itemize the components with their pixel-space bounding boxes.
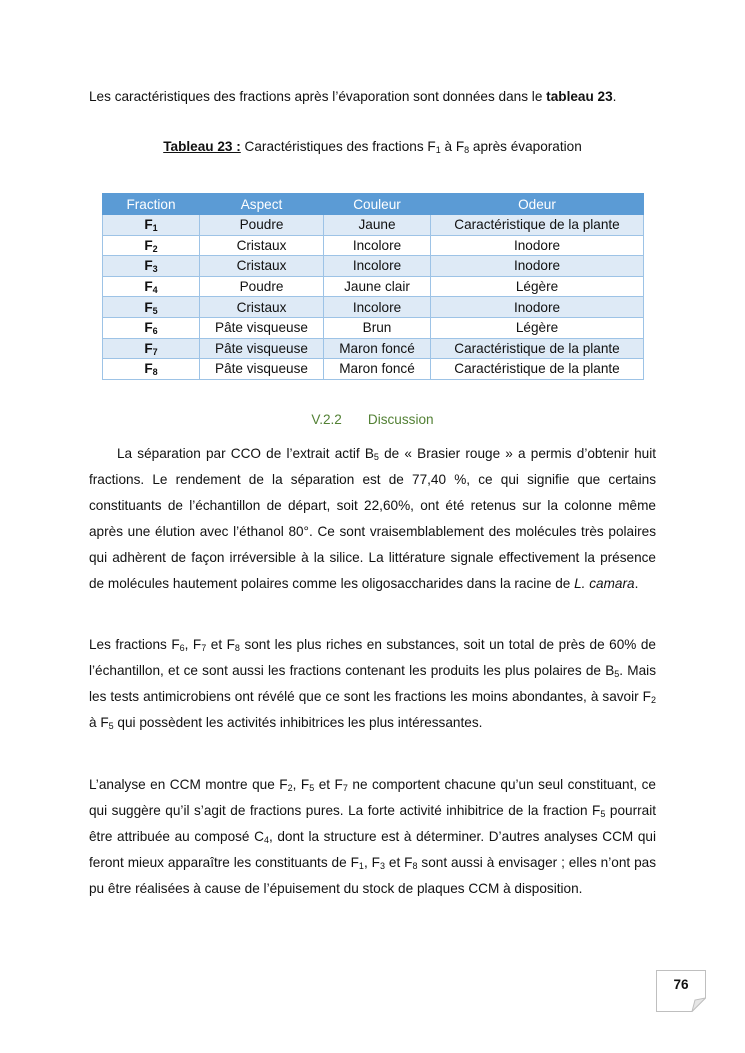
fraction-cell: $F_6$ — [103, 317, 200, 338]
table-row — [103, 215, 644, 236]
fraction-cell: $F_8$ — [103, 359, 200, 380]
table-row — [103, 359, 644, 380]
paragraph-fractions: Les fractions $F_6$, $F_7$ et $F_8$ sont les plus riches en substances, soit un total de près de 60% de l’échantillon, et ce sont aussi les fractions contenant les produits les plus polaires de $B_5$. Mais les tests antimicrobiens ont révélé que ce sont les fractions les moins abondantes, à savoir $F_2$ à $F_5$ qui possèdent les activités inhibitrices les plus intéressantes. — [89, 637, 656, 731]
table-row — [103, 317, 644, 338]
table-header-row — [103, 194, 644, 215]
header-aspect: Aspect — [200, 194, 324, 215]
aspect-cell: Cristaux — [200, 297, 324, 318]
table-caption — [0, 138, 745, 156]
odeur-cell: Caractéristique de la plante — [431, 215, 644, 236]
aspect-cell: Pâte visqueuse — [200, 317, 324, 338]
odeur-cell: Caractéristique de la plante — [431, 359, 644, 380]
table-row — [103, 276, 644, 297]
intro-table-reference: tableau 23 — [546, 89, 613, 104]
aspect-cell: Pâte visqueuse — [200, 359, 324, 380]
aspect-cell: Cristaux — [200, 256, 324, 277]
caption-subscript: 1 — [435, 145, 441, 155]
couleur-cell: Jaune — [324, 215, 431, 236]
couleur-cell: Maron foncé — [324, 338, 431, 359]
table-row — [103, 297, 644, 318]
odeur-cell: Inodore — [431, 297, 644, 318]
fraction-cell: $F_1$ — [103, 215, 200, 236]
fraction-cell: $F_7$ — [103, 338, 200, 359]
aspect-cell: Poudre — [200, 276, 324, 297]
section-heading — [0, 412, 745, 427]
caption-text: après évaporation — [469, 139, 582, 154]
aspect-cell: Poudre — [200, 215, 324, 236]
intro-period: . — [612, 89, 617, 104]
caption-label: Tableau 23 : — [163, 139, 241, 154]
caption-text: à F — [440, 139, 465, 154]
intro-paragraph — [89, 87, 656, 107]
couleur-cell: Jaune clair — [324, 276, 431, 297]
paragraph-separation: La séparation par CCO de l’extrait actif $B_5$ de « Brasier rouge » a permis d’obtenir huit fractions. Le rendement de la séparation est de 77,40 %, ce qui signifie que certains constituants de l’échantillon de départ, soit 22,60%, ont été retenus sur la colonne même après une élution avec l’éthanol 80°. Ce sont vraisemblablement des molécules très polaires qui adhèrent de façon irréversible à la silice. La littérature signale effectivement la présence de molécules hautement polaires comme les oligosaccharides dans la racine de L. camara. — [89, 446, 656, 591]
caption-subscript: 8 — [464, 145, 470, 155]
species-name: L. camara — [574, 576, 635, 591]
fraction-cell: $F_2$ — [103, 235, 200, 256]
odeur-cell: Légère — [431, 317, 644, 338]
section-title: Discussion — [367, 412, 434, 427]
odeur-cell: Légère — [431, 276, 644, 297]
fraction-cell: $F_5$ — [103, 297, 200, 318]
couleur-cell: Incolore — [324, 256, 431, 277]
couleur-cell: Maron foncé — [324, 359, 431, 380]
page-number: 76 — [673, 977, 689, 992]
odeur-cell: Inodore — [431, 235, 644, 256]
couleur-cell: Incolore — [324, 297, 431, 318]
fraction-cell: $F_4$ — [103, 276, 200, 297]
aspect-cell: Cristaux — [200, 235, 324, 256]
paragraph-ccm-analysis: L’analyse en CCM montre que $F_2$, $F_5$ et $F_7$ ne comportent chacune qu’un seul constituant, ce qui suggère qu’il s’agit de fractions pures. La forte activité inhibitrice de la fraction $F_5$ pourrait être attribuée au composé $C_4$, dont la structure est à déterminer. D’autres analyses CCM qui feront mieux apparaître les constituants de $F_1$, $F_3$ et $F_8$ sont aussi à envisager ; elles n’ont pas pu être réalisées à cause de l’épuisement du stock de plaques CCM à disposition. — [89, 777, 657, 896]
couleur-cell: Brun — [324, 317, 431, 338]
header-odeur: Odeur — [431, 194, 644, 215]
aspect-cell: Pâte visqueuse — [200, 338, 324, 359]
header-fraction: Fraction — [103, 194, 200, 215]
odeur-cell: Inodore — [431, 256, 644, 277]
table-row — [103, 256, 644, 277]
odeur-cell: Caractéristique de la plante — [431, 338, 644, 359]
table-row — [103, 235, 644, 256]
intro-text: Les caractéristiques des fractions après l’évaporation sont données dans le — [89, 89, 547, 104]
fractions-table — [102, 193, 644, 380]
couleur-cell: Incolore — [324, 235, 431, 256]
fraction-cell: $F_3$ — [103, 256, 200, 277]
caption-text: Caractéristiques des fractions F — [240, 139, 436, 154]
header-couleur: Couleur — [324, 194, 431, 215]
table-row — [103, 338, 644, 359]
page-number-box — [656, 970, 706, 1012]
section-number: V.2.2 — [311, 412, 342, 427]
